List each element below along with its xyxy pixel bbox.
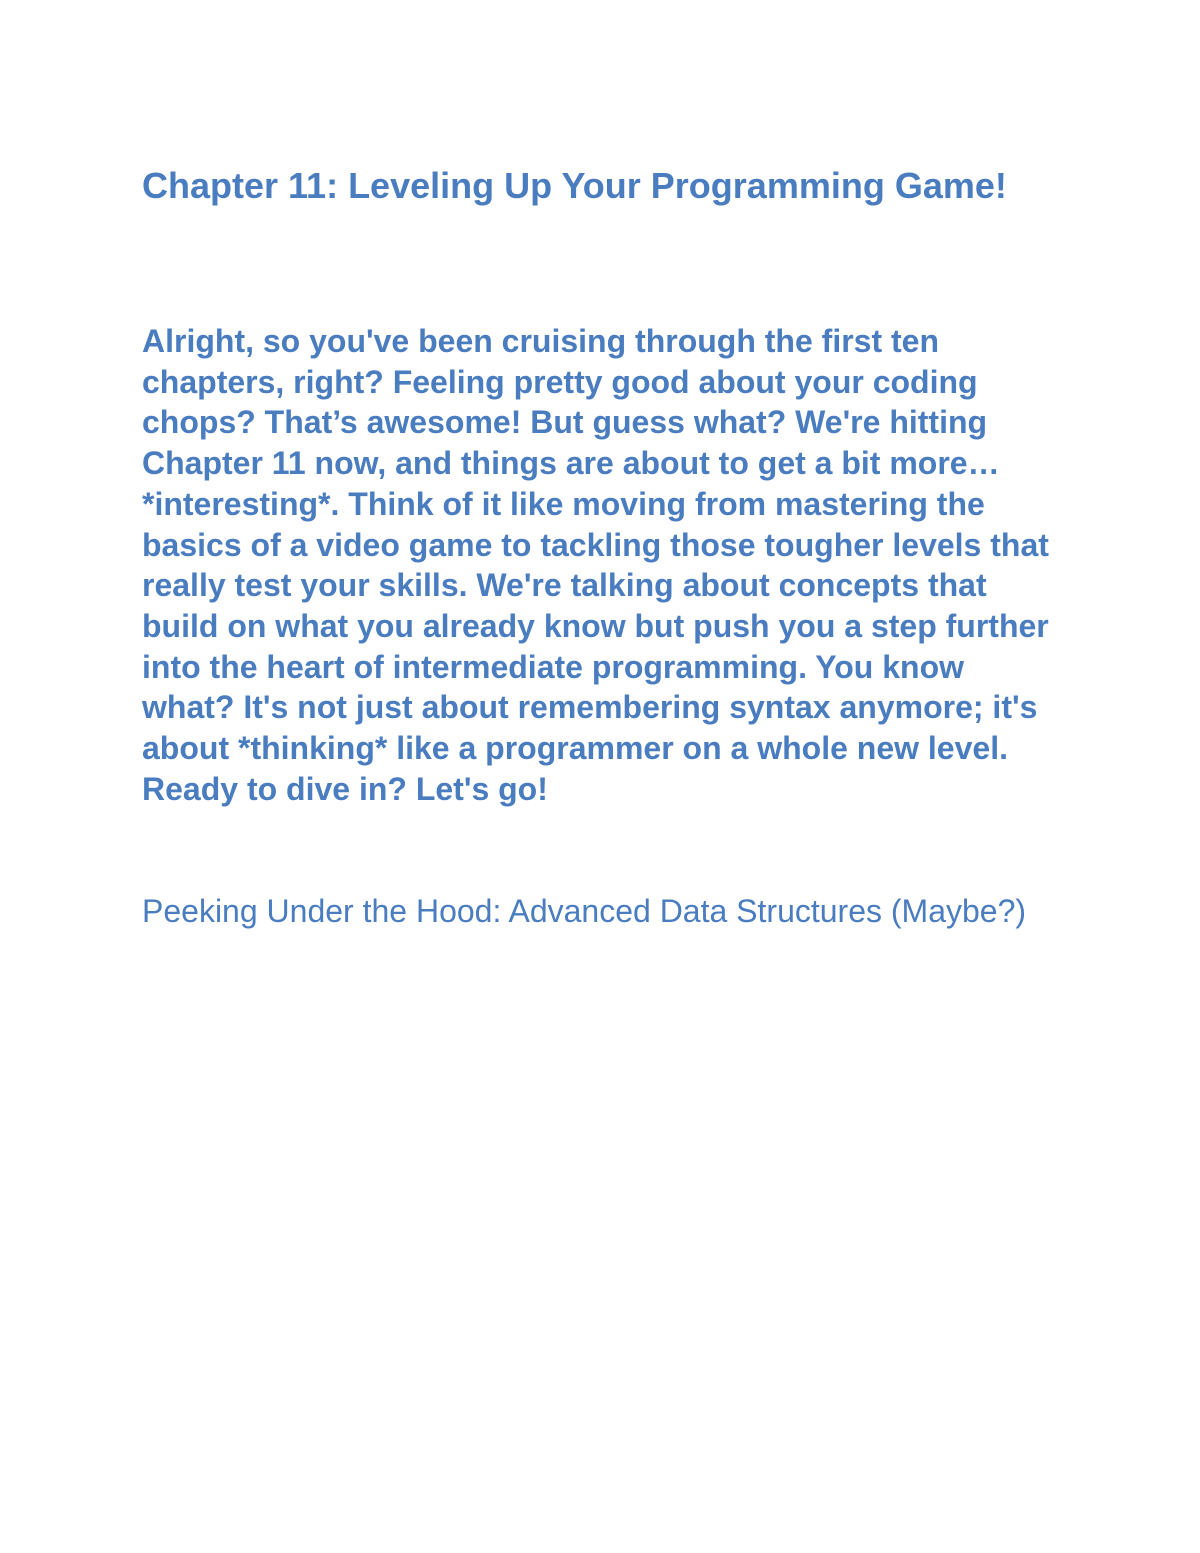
intro-paragraph: Alright, so you've been cruising through the first ten chapters, right? Feeling pretty good about your coding chops? That’s awesome! But guess what? We're hitting Chapter 11 now, and things are about to get a bit more… *interesting*. Think of it like moving from mastering the basics of a video game to tackling those tougher levels that really test your skills. We're talking about concepts that build on what you already know but push you a step further into the heart of intermediate programming. You know what? It's not just about remembering syntax anymore; it's about *thinking* like a programmer on a whole new level. Ready to dive in? Let's go! xyxy=(142,323,1049,807)
chapter-title: Chapter 11: Leveling Up Your Programming Game! xyxy=(142,165,1007,206)
page-content xyxy=(142,164,1062,932)
section-heading: Peeking Under the Hood: Advanced Data Structures (Maybe?) xyxy=(142,893,1027,930)
